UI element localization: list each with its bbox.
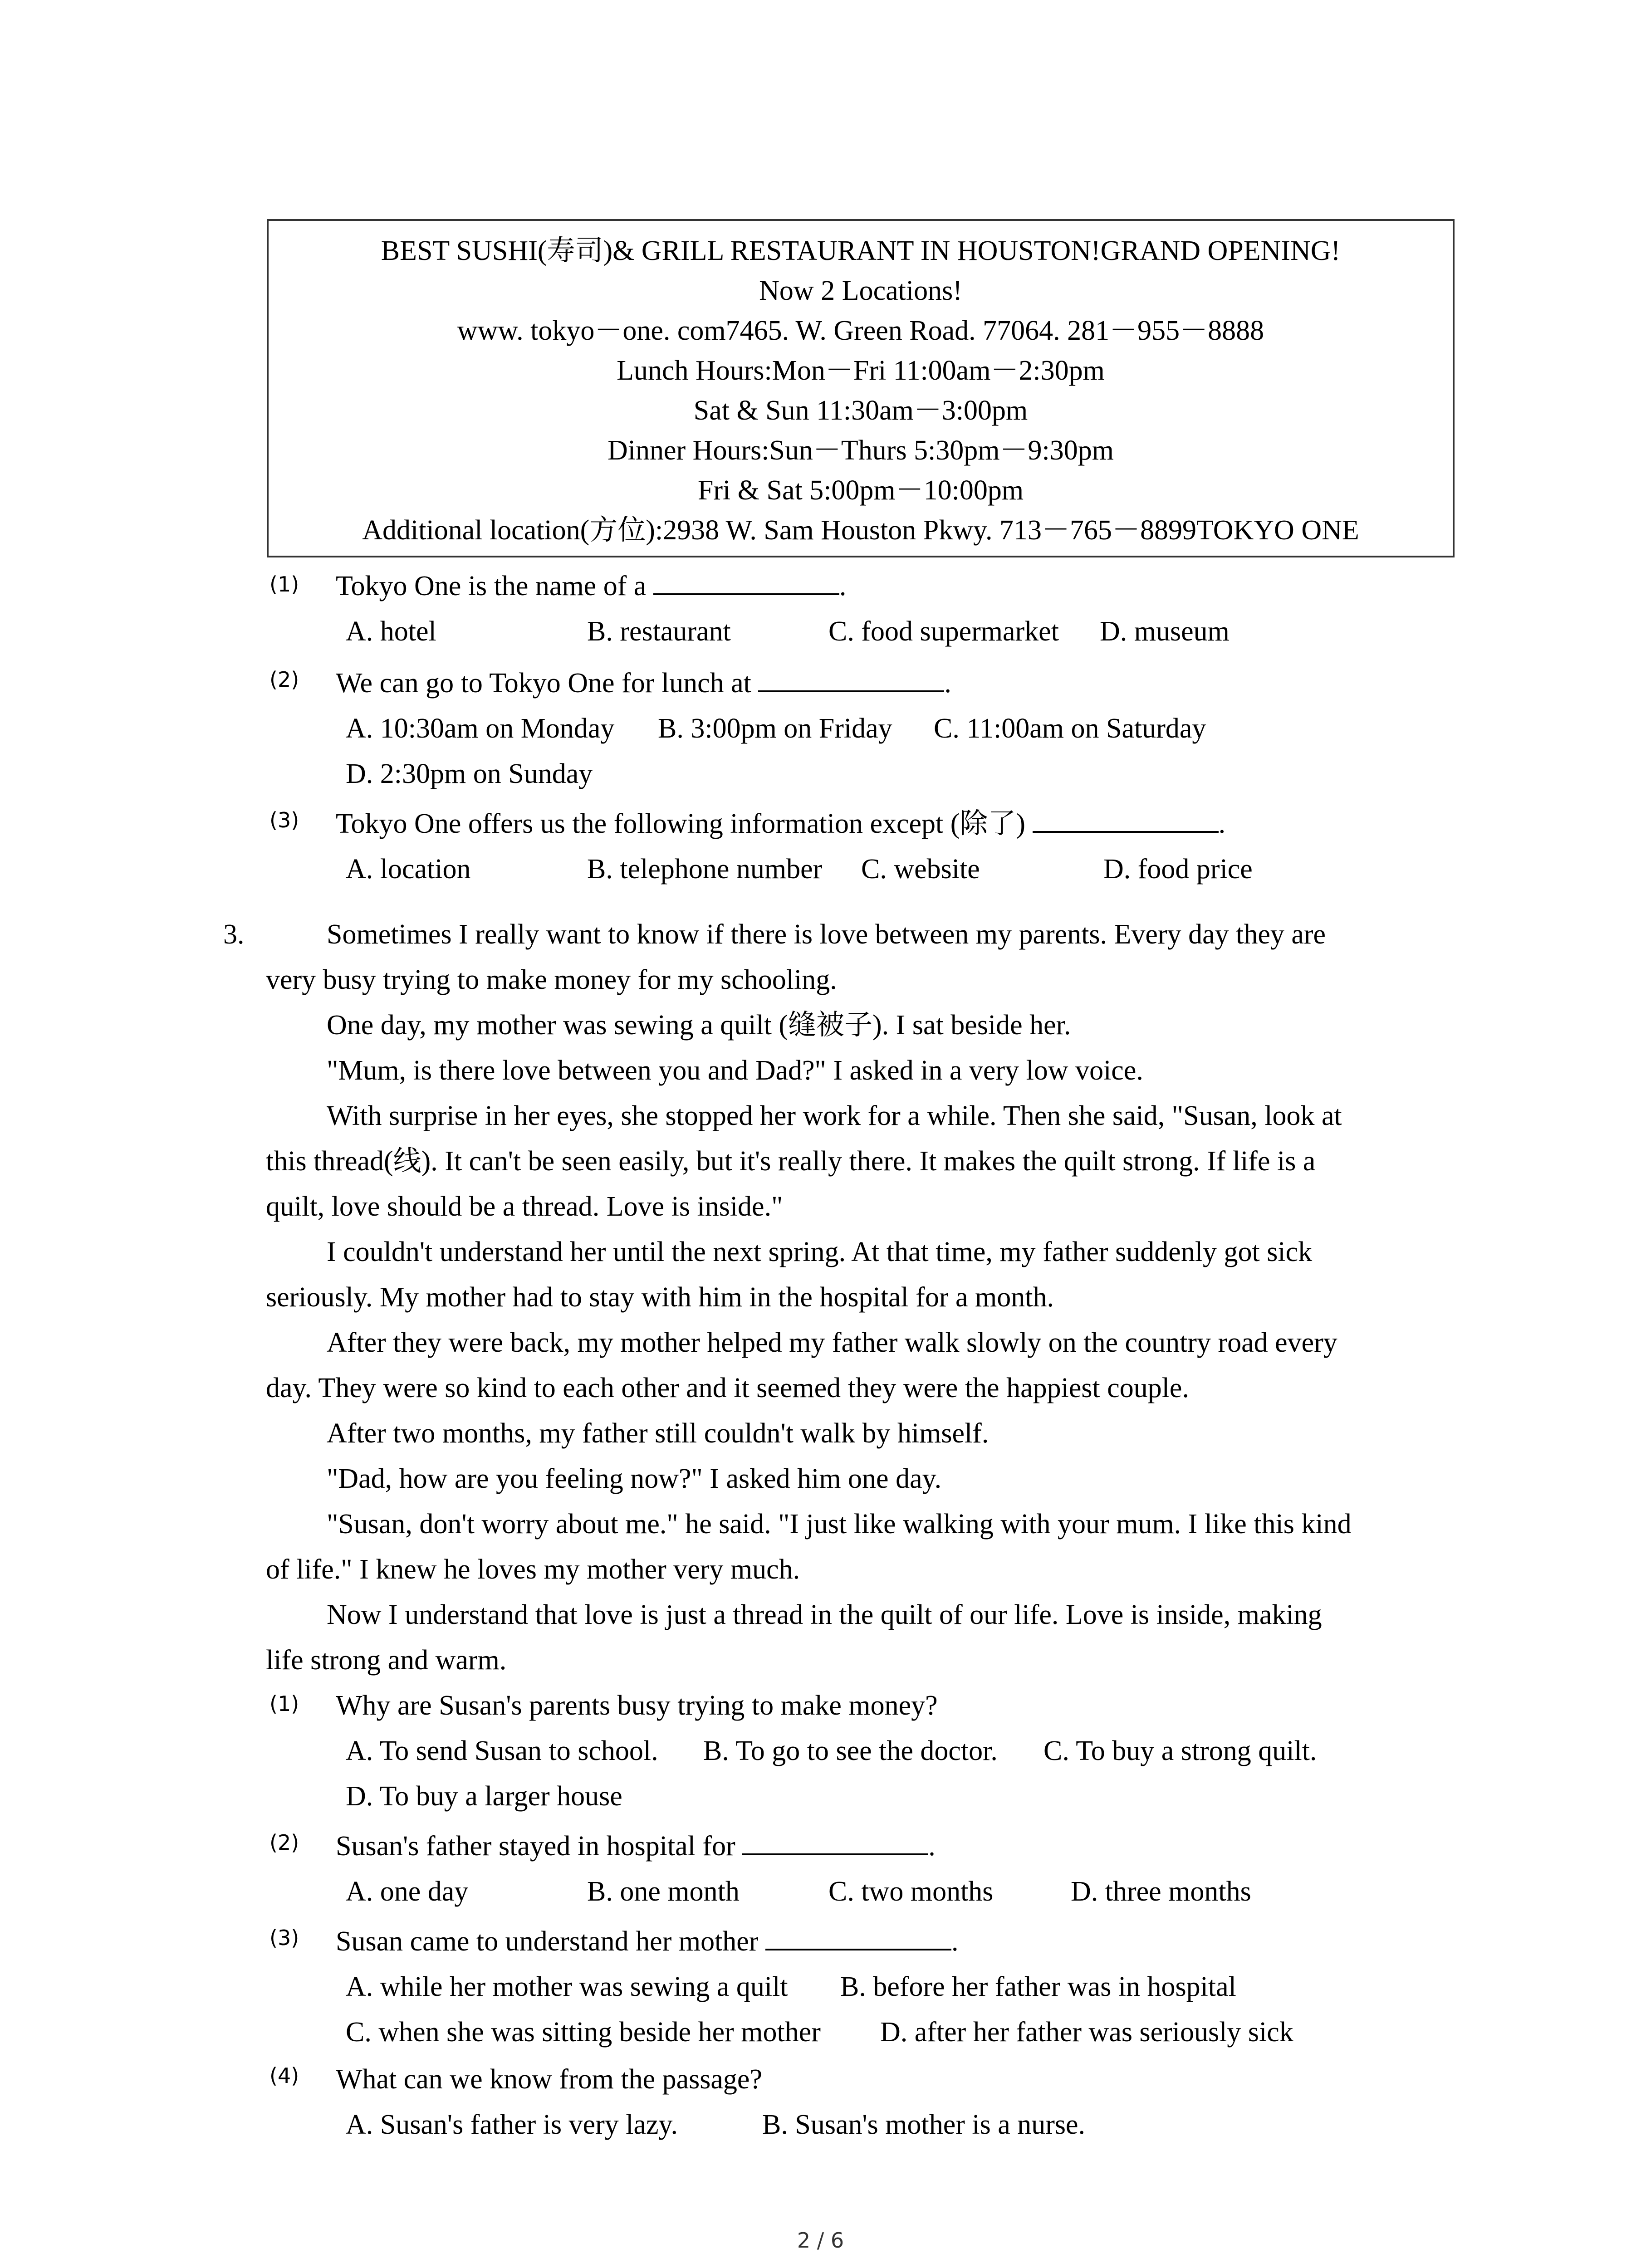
passage-line: "Mum, is there love between you and Dad?" I asked in a very low voice.	[327, 1055, 1143, 1086]
passage-line: very busy trying to make money for my schooling.	[266, 964, 837, 995]
option: D. 2:30pm on Sunday	[346, 758, 593, 789]
option: A. while her mother was sewing a quilt	[346, 1971, 788, 2002]
question-number: (2)	[269, 667, 299, 692]
option: B. telephone number	[587, 854, 823, 885]
option: A. location	[346, 854, 471, 885]
ad-line: Fri & Sat 5:00pm－10:00pm	[697, 475, 1024, 506]
question-number: (4)	[269, 2063, 299, 2088]
question-stem: Susan's father stayed in hospital for .	[336, 1828, 936, 1864]
question-number: (3)	[269, 1926, 299, 1950]
passage-line: After they were back, my mother helped my father walk slowly on the country road every	[327, 1327, 1337, 1358]
passage-line: Now I understand that love is just a thread in the quilt of our life. Love is inside, making	[327, 1599, 1322, 1630]
option: B. 3:00pm on Friday	[658, 713, 892, 744]
ad-line: BEST SUSHI(寿司)& GRILL RESTAURANT IN HOUSTON!GRAND OPENING!	[381, 235, 1341, 266]
ad-line: Now 2 Locations!	[759, 275, 962, 306]
passage-line: of life." I knew he loves my mother very much.	[266, 1554, 800, 1585]
question-stem: Susan came to understand her mother .	[336, 1923, 958, 1960]
ad-line: www. tokyo－one. com7465. W. Green Road. 77064. 281－955－8888	[457, 315, 1264, 346]
answer-blank	[765, 1923, 951, 1950]
passage-line: quilt, love should be a thread. Love is inside."	[266, 1191, 783, 1222]
answer-blank	[758, 665, 944, 692]
passage-line: Sometimes I really want to know if there is love between my parents. Every day they are	[327, 919, 1326, 950]
option: D. To buy a larger house	[346, 1781, 622, 1812]
option: B. before her father was in hospital	[840, 1971, 1236, 2002]
option: A. To send Susan to school.	[346, 1735, 658, 1766]
option: D. museum	[1100, 616, 1230, 647]
option: B. restaurant	[587, 616, 731, 647]
passage-line: seriously. My mother had to stay with him in the hospital for a month.	[266, 1282, 1054, 1313]
passage-line: After two months, my father still couldn't walk by himself.	[327, 1418, 989, 1449]
option: C. To buy a strong quilt.	[1043, 1735, 1317, 1766]
question-stem: Tokyo One offers us the following information except (除了) .	[336, 806, 1225, 842]
option: D. food price	[1103, 854, 1253, 885]
question-stem: Tokyo One is the name of a .	[336, 568, 846, 604]
answer-blank	[1033, 806, 1219, 833]
ad-line: Additional location(方位):2938 W. Sam Houston Pkwy. 713－765－8899TOKYO ONE	[362, 515, 1359, 546]
option: C. food supermarket	[828, 616, 1059, 647]
option: D. after her father was seriously sick	[880, 2017, 1293, 2048]
question-stem: What can we know from the passage?	[336, 2064, 762, 2095]
option: A. one day	[346, 1876, 469, 1907]
question-number: (1)	[269, 1691, 299, 1716]
option: C. two months	[828, 1876, 994, 1907]
option: D. three months	[1071, 1876, 1251, 1907]
ad-line: Dinner Hours:Sun－Thurs 5:30pm－9:30pm	[607, 435, 1114, 466]
ad-line: Lunch Hours:Mon－Fri 11:00am－2:30pm	[617, 355, 1105, 386]
option: C. when she was sitting beside her mother	[346, 2017, 821, 2048]
question-number: (3)	[269, 808, 299, 832]
option: C. 11:00am on Saturday	[934, 713, 1206, 744]
option: A. 10:30am on Monday	[346, 713, 615, 744]
passage-line: this thread(线). It can't be seen easily, but it's really there. It makes the quilt strong. If life is a	[266, 1146, 1316, 1177]
advertisement-box	[267, 219, 1455, 557]
passage-line: I couldn't understand her until the next spring. At that time, my father suddenly got sick	[327, 1237, 1313, 1267]
question-stem: We can go to Tokyo One for lunch at .	[336, 665, 951, 701]
passage-line: life strong and warm.	[266, 1645, 507, 1676]
option: B. Susan's mother is a nurse.	[762, 2109, 1086, 2140]
question-number: (2)	[269, 1830, 299, 1855]
page-number: 2 / 6	[797, 2228, 844, 2253]
option: C. website	[861, 854, 980, 885]
option: A. Susan's father is very lazy.	[346, 2109, 678, 2140]
option: A. hotel	[346, 616, 436, 647]
passage-line: One day, my mother was sewing a quilt (缝被子). I sat beside her.	[327, 1010, 1071, 1041]
ad-line: Sat & Sun 11:30am－3:00pm	[693, 395, 1028, 426]
answer-blank	[742, 1828, 928, 1855]
option: B. one month	[587, 1876, 740, 1907]
answer-blank	[653, 568, 839, 595]
passage-line: "Susan, don't worry about me." he said. "I just like walking with your mum. I like this kind	[327, 1509, 1352, 1540]
passage-line: "Dad, how are you feeling now?" I asked him one day.	[327, 1463, 942, 1494]
passage-line: With surprise in her eyes, she stopped her work for a while. Then she said, "Susan, look at	[327, 1100, 1342, 1131]
passage-line: day. They were so kind to each other and it seemed they were the happiest couple.	[266, 1373, 1189, 1403]
section-number: 3.	[223, 919, 245, 950]
option: B. To go to see the doctor.	[703, 1735, 998, 1766]
question-number: (1)	[269, 572, 299, 596]
question-stem: Why are Susan's parents busy trying to make money?	[336, 1690, 938, 1721]
